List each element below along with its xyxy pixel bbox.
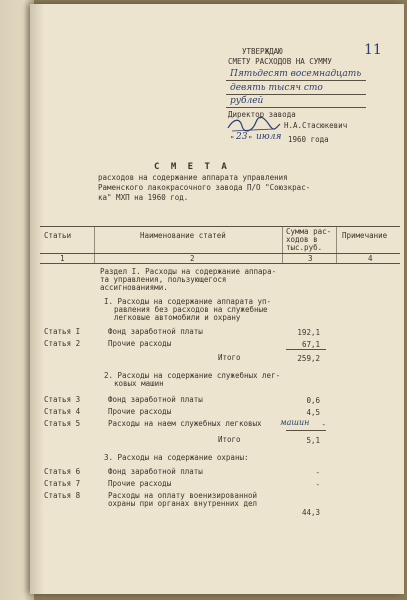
row-amount: 4,5 xyxy=(306,408,320,417)
row-article: Статья 6 xyxy=(44,467,81,476)
col-sep-2 xyxy=(282,226,283,264)
date-day: 23 xyxy=(236,132,248,142)
col-sep-1 xyxy=(94,226,95,264)
row-amount: 0,6 xyxy=(306,396,320,405)
row-article: Статья 7 xyxy=(44,479,81,488)
total2-rule xyxy=(286,430,326,431)
section1-e: равления без расходов на служебные xyxy=(114,305,268,314)
row-amount: 192,1 xyxy=(297,328,320,337)
underline-3 xyxy=(226,107,366,108)
approval-handwritten-2: девять тысяч сто xyxy=(230,83,323,93)
header-sum-b: ходов в xyxy=(286,235,318,244)
section1-c: ассигнованиями. xyxy=(100,283,168,292)
section2-a: 2. Расходы на содержание служебных лег- xyxy=(104,371,281,380)
row-article: Статья 4 xyxy=(44,407,81,416)
col-sep-3 xyxy=(336,226,337,264)
colnum-4: 4 xyxy=(368,254,373,263)
date-year: 1960 года xyxy=(288,135,329,144)
total1-rule xyxy=(286,349,326,350)
colnum-2: 2 xyxy=(190,254,195,263)
total2-amount: 5,1 xyxy=(306,436,320,445)
underline-1 xyxy=(226,80,366,81)
approval-handwritten-1: Пятьдесят восемнадцать xyxy=(230,69,362,79)
row-amount: 67,1 xyxy=(301,340,320,349)
section1-f: легковые автомобили и охрану xyxy=(114,313,241,322)
header-notes: Примечание xyxy=(342,231,388,240)
date-quote-open: " xyxy=(230,135,235,144)
colnum-1: 1 xyxy=(60,254,65,263)
row-name-cont: охраны при органах внутренних дел xyxy=(108,499,258,508)
row-amount: - xyxy=(315,468,320,477)
section3-a: 3. Расходы на содержание охраны: xyxy=(104,453,249,462)
total1-label: Итого xyxy=(218,353,241,362)
section1-b: та управления, пользующегося xyxy=(100,275,227,284)
document-title: С М Е Т А xyxy=(154,162,230,172)
row-name: Прочие расходы xyxy=(108,339,172,348)
row-amount: - xyxy=(321,420,326,429)
heading-line1: расходов на содержание аппарата управления xyxy=(98,173,288,182)
page-fold-shadow xyxy=(30,4,44,594)
header-sum-a: Сумма рас- xyxy=(286,227,332,236)
approval-line1: СМЕТУ РАСХОДОВ НА СУММУ xyxy=(228,57,332,66)
heading-line2: Раменского лакокрасочного завода П/О "Союзкрас- xyxy=(98,183,311,192)
underline-2 xyxy=(226,94,366,95)
approval-handwritten-3: рублей xyxy=(230,96,264,106)
row-name: Фонд заработной платы xyxy=(108,467,203,476)
archive-mark: 11 xyxy=(364,42,382,58)
row-amount: - xyxy=(315,480,320,489)
total2-label: Итого xyxy=(218,435,241,444)
header-articles: Статьи xyxy=(44,231,72,240)
header-sum-c: тыс.руб. xyxy=(286,243,323,252)
row-name: Фонд заработной платы xyxy=(108,395,203,404)
row-article: Статья 5 xyxy=(44,419,81,428)
director-name: Н.А.Стасюкевич xyxy=(284,121,348,130)
row-name: Фонд заработной платы xyxy=(108,327,203,336)
total1-amount: 259,2 xyxy=(297,354,320,363)
section1-d: I. Расходы на содержание аппарата уп- xyxy=(104,297,272,306)
section2-b: ковых машин xyxy=(114,379,164,388)
row-article: Статья 8 xyxy=(44,491,81,500)
date-quote-close: " xyxy=(248,135,253,144)
row-article: Статья 3 xyxy=(44,395,81,404)
row-article: Статья 2 xyxy=(44,339,81,348)
header-names: Наименование статей xyxy=(140,231,226,240)
colnum-3: 3 xyxy=(308,254,313,263)
date-month: июля xyxy=(256,132,282,142)
row-article: Статья I xyxy=(44,327,81,336)
row-name: Прочие расходы xyxy=(108,407,172,416)
row-amount: 44,3 xyxy=(301,508,320,517)
director-label: Директор завода xyxy=(228,110,296,119)
underlying-page-edge xyxy=(0,0,34,600)
approval-title: УТВЕРЖДАЮ xyxy=(242,47,283,56)
section1-a: Раздел I. Расходы на содержание аппара- xyxy=(100,267,277,276)
row-name: Расходы на оплату военизированной xyxy=(108,491,258,500)
row-handwritten: машин xyxy=(280,418,310,427)
document-page xyxy=(30,4,404,594)
heading-line3: ка" МХП на 1960 год. xyxy=(98,193,189,202)
row-name: Расходы на наем служебных легковых xyxy=(108,419,262,428)
row-name: Прочие расходы xyxy=(108,479,172,488)
